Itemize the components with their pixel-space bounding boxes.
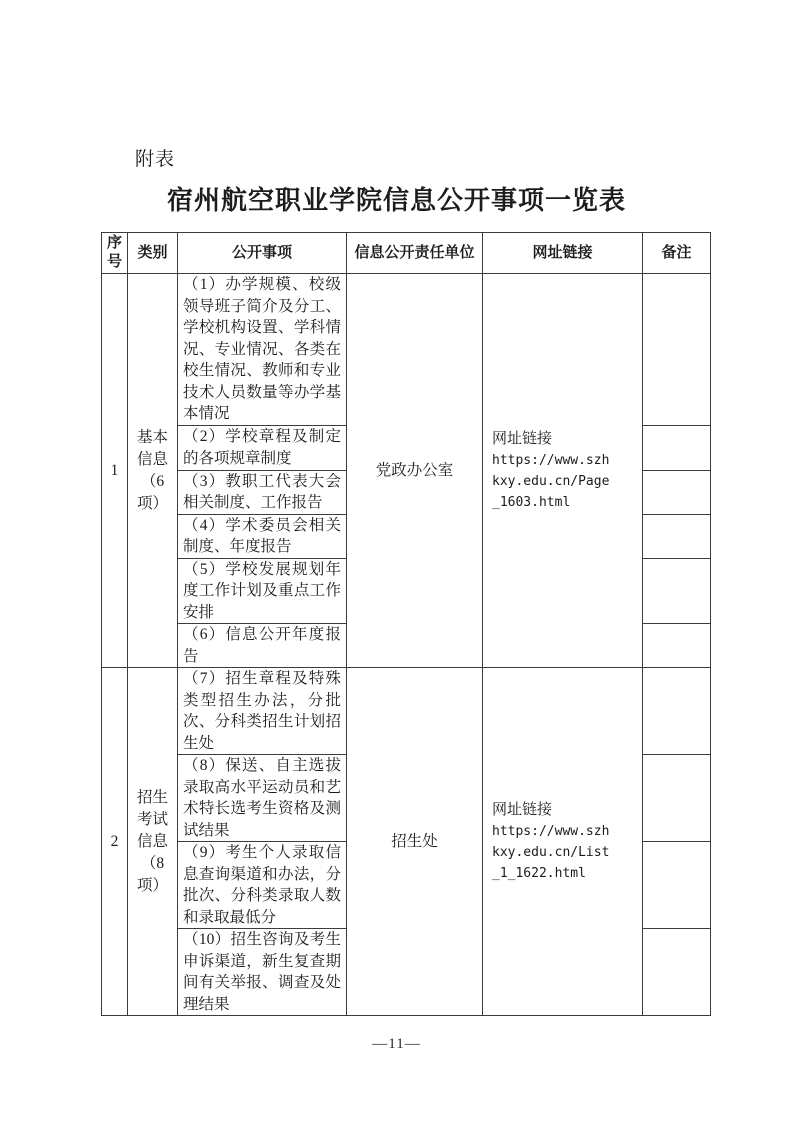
disclosure-table	[101, 232, 711, 1016]
unit-cell: 党政办公室	[347, 274, 483, 668]
remark-cell	[643, 274, 711, 426]
link-label: 网址链接	[492, 802, 553, 818]
item-cell: （5）学校发展规划年度工作计划及重点工作安排	[178, 558, 347, 624]
seq-cell: 2	[102, 668, 128, 1016]
attachment-label: 附表	[135, 149, 176, 170]
page-title: 宿州航空职业学院信息公开事项一览表	[166, 186, 626, 215]
column-header-link: 网址链接	[483, 233, 643, 274]
remark-cell	[643, 558, 711, 624]
column-header-unit: 信息公开责任单位	[347, 233, 483, 274]
table-row	[102, 274, 711, 426]
unit-cell: 招生处	[347, 668, 483, 1016]
item-cell: （2）学校章程及制定的各项规章制度	[178, 425, 347, 470]
column-header-seq: 序号	[102, 233, 128, 274]
table-row	[102, 668, 711, 755]
url-text: https://www.szhkxy.edu.cn/Page_1603.html	[492, 453, 610, 510]
url-text: https://www.szhkxy.edu.cn/List_1_1622.html	[492, 824, 610, 881]
item-cell: （3）教职工代表大会相关制度、工作报告	[178, 470, 347, 514]
column-header-items: 公开事项	[178, 233, 347, 274]
item-cell: （9）考生个人录取信息查询渠道和办法，分批次、分科类录取人数和录取最低分	[178, 842, 347, 929]
remark-cell	[643, 425, 711, 470]
seq-cell: 1	[102, 274, 128, 668]
link-cell	[483, 668, 643, 1016]
item-cell: （1）办学规模、校级领导班子简介及分工、学校机构设置、学科情况、专业情况、各类在校生情况、教师和专业技术人员数量等办学基本情况	[178, 274, 347, 426]
header-row	[102, 233, 711, 274]
remark-cell	[643, 755, 711, 842]
item-cell: （7）招生章程及特殊类型招生办法，分批次、分科类招生计划招生处	[178, 668, 347, 755]
column-header-category: 类别	[128, 233, 178, 274]
link-label: 网址链接	[492, 431, 553, 447]
remark-cell	[643, 842, 711, 929]
remark-cell	[643, 470, 711, 514]
remark-cell	[643, 668, 711, 755]
category-cell: 基本信息（6项）	[128, 274, 178, 668]
link-cell	[483, 274, 643, 668]
remark-cell	[643, 624, 711, 668]
remark-cell	[643, 929, 711, 1016]
remark-cell	[643, 514, 711, 558]
column-header-remark: 备注	[643, 233, 711, 274]
category-cell: 招生考试信息（8项）	[128, 668, 178, 1016]
item-cell: （6）信息公开年度报告	[178, 624, 347, 668]
item-cell: （4）学术委员会相关制度、年度报告	[178, 514, 347, 558]
item-cell: （10）招生咨询及考生申诉渠道，新生复查期间有关举报、调查及处理结果	[178, 929, 347, 1016]
item-cell: （8）保送、自主选拔录取高水平运动员和艺术特长选考生资格及测试结果	[178, 755, 347, 842]
page-number: —11—	[372, 1036, 421, 1052]
